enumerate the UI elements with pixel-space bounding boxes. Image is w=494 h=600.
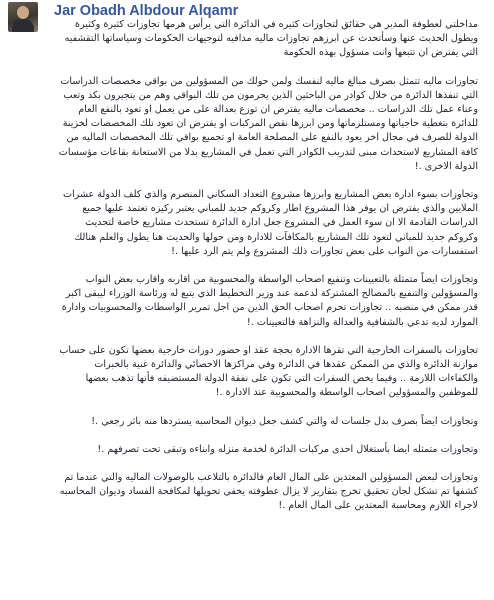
paragraph-gap <box>54 174 478 188</box>
post-paragraph-3: وتجاوزات بسوء ادارة بعض المشاريع وابرزها مشروع التعداد السكاني المنصرم والذي كلف الدولة عشرات الملايين والذي يفترض ان يوفر هذا المشروع اطار وكروكم جديد للمباني يعتبر ركيزه تعتمد عليها جميع الدراسات القادمة الا ان سوء العمل في المشروع جعل ادارة الدائرة تستحدث مشاريع خاصة لتحديث وكروكم جديد للمباني لتعود تلك المشاريع بالمكافآت للادارة ومن حولها والحديث هنا يطول والعلم هنالك استفسارات من النواب على بعض تجاوزات ذلك المشروع ولم يتم الرد عليها .! <box>62 189 478 257</box>
paragraph-gap <box>54 61 478 75</box>
post-body <box>54 18 478 514</box>
post-paragraph-7: وتجاوزات متمثله ايضا بأستغلال احدى مركبات الدائرة لخدمة منزله وابناءه وتبقى تحت تصرفهم .! <box>97 443 478 455</box>
post-paragraph-1: مداخلتي لعطوفة المدير هي حقائق لتجاوزات كثيره في الدائرة التي يرأس هرمها تجاوزات كثيرة وكثيرة ويطول الحديث عنها وسأتحدث عن ابرزهم تجاوزات ماليه مدافيه لتوجيهات الحكومات وسياساتها التقشفيه التي يفترض ان تتبعها وانت مسؤول بهذه الحكومة <box>64 19 478 59</box>
post-paragraph-2: تجاوزات ماليه تتمثل بصرف مبالغ ماليه لنفسك ولمن حولك من المسؤولين من بواقي مخصصات الدراسات التي تنفذها الدائرة من خلال كوادر من الباحثين الذين يحرمون من تلك البواقي وهم من يتجيرون بكد وتعب وعناء عمل تلك الدراسات .. مخصصات ماليه يفترض ان توزع بعدالة على من يعمل او تعود بالنفع العام للدائرة بتغطية حاجياتها ومستلزماتها ومن ابرزها نقص المركبات او يفترض ان تعود تلك المخصصات لخزينة الدولة للصرف في مجال اخر يعود بالنفع على المصلحة العامة او تجميع بواقي تلك المخصصات الماليه من كافة المشاريع لاستحداث مبنى لتدريب الكوادر التي تعمل في المشاريع بدلا من الاستعانة بقاعات مؤسسات الدولة الاخرى .! <box>58 75 478 172</box>
paragraph-gap <box>54 429 478 443</box>
avatar-head-shape <box>17 6 29 19</box>
paragraph-gap <box>54 401 478 415</box>
post-paragraph-8: وتجاوزات لبعض المسؤولين المعتدين على المال العام فالدائرة بالتلاعب بالوصولات الماليه والتي عندما تم كشفها تم تشكل لجان تحقيق تخرج بتقارير لا يزال عطوفته يخفي تحويلها لمكافحة الفساد وديوان المحاسبه لاجراء اللازم ومحاسبة المعتدين على المال العام .! <box>59 472 478 512</box>
post-paragraph-6: وتجاوزات ايضاً بصرف بدل جلسات له والتي كشف جعل ديوان المحاسبه يستردها منه باثر رجعي .! <box>91 415 478 427</box>
avatar-shoulders-shape <box>12 19 34 32</box>
author-avatar[interactable] <box>8 2 38 32</box>
post-paragraph-5: تجاوزات بالسفرات الخارجية التي تقرها الادارة بحجة عقد او حضور دورات خارجية بعضها تكون على حساب موازنة الدائرة والذي من الممكن عقدها في الدائرة وفي مراكزها الاحصائي والدائرة غنية بالخبرات والكفاءات اللازمة .. وفيما يخص السفرات التي تكون على نفقة الدولة المستضيفه فأنها تذهب بعضها للموظفين والمسؤولين اصحاب الواسطة والمحسوبية عند الادارة .! <box>59 344 478 399</box>
paragraph-gap <box>54 457 478 471</box>
post-paragraph-4: وتجاوزات ايضاً متمثلة بالتعيينات وتنفيع اصحاب الواسطة والمحسوبية من اقاربه واقارب بعض النواب والمسؤولين والتنفيع بالمصالح المشتركة لدعمه عند وزير التخطيط الذي يتبع له ورئاسة الوزراء ليبقى اكبر قدر ممكن في منصبه .. تجاوزات تحرم اصحاب الحق الذين من اجل تمرير الواسطات والمحسوبيات وادارة الموارد لديه تدعي بالشفافية والعدالة والنزاهة فالتعيينات .! <box>61 274 478 328</box>
author-name-link[interactable]: Jar Obadh Albdour Alqamr <box>54 3 239 19</box>
paragraph-gap <box>54 330 478 344</box>
paragraph-gap <box>54 259 478 273</box>
